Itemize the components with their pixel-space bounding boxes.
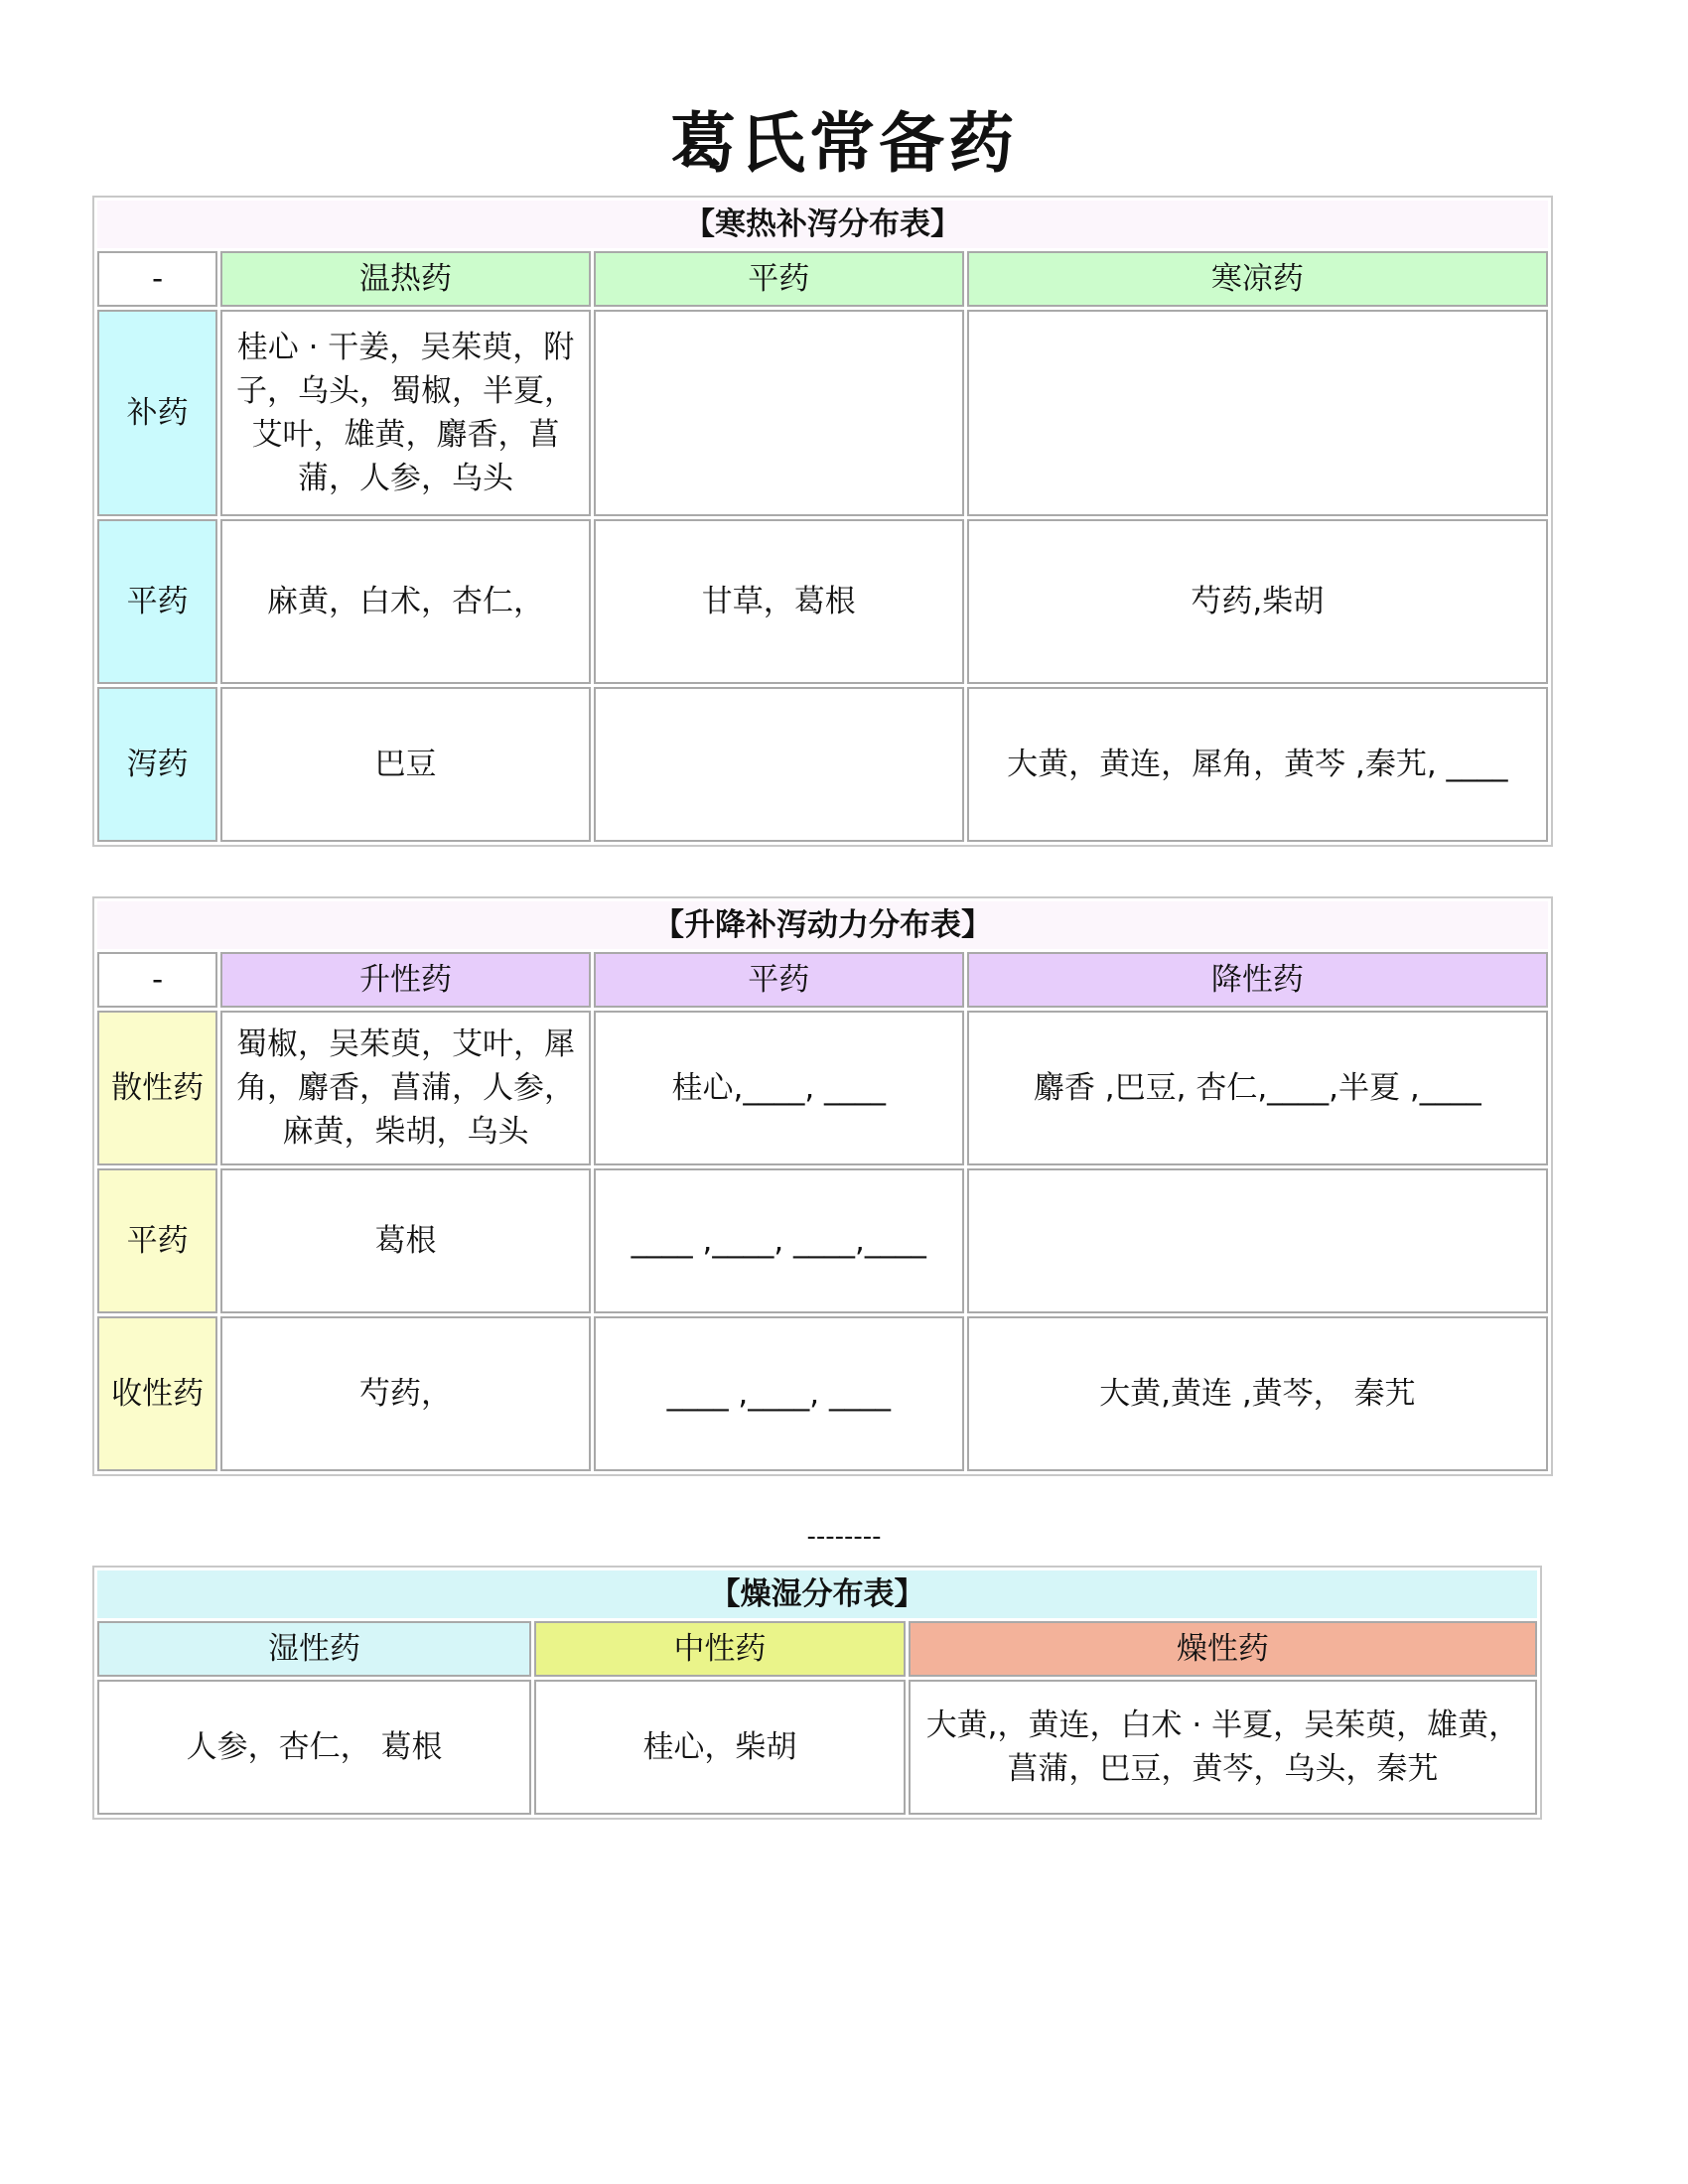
- row-header: 泻药: [97, 687, 217, 842]
- table-cell: 芍药，: [220, 1316, 591, 1471]
- column-header: 升性药: [220, 952, 591, 1008]
- table-caption: 【燥湿分布表】: [97, 1570, 1537, 1618]
- page-title: 葛氏常备药: [670, 105, 1018, 182]
- table-cell: 葛根: [220, 1168, 591, 1313]
- table-cell: 桂心 · 干姜，吴茱萸，附子，乌头，蜀椒，半夏，艾叶，雄黄，麝香，菖蒲，人参，乌头: [220, 310, 591, 516]
- column-header: 中性药: [534, 1621, 906, 1677]
- table-cell: 麻黄，白术，杏仁，: [220, 519, 591, 684]
- table-cell: ____ ,____, ____,____: [594, 1168, 964, 1313]
- rise-fall-table: [92, 896, 1553, 1476]
- corner-cell: -: [97, 251, 217, 307]
- cold-heat-table: [92, 196, 1553, 847]
- table-cell: 桂心，柴胡: [534, 1680, 906, 1815]
- corner-cell: -: [97, 952, 217, 1008]
- table-caption: 【升降补泻动力分布表】: [97, 901, 1548, 949]
- table-cell: 人参，杏仁， 葛根: [97, 1680, 531, 1815]
- row-header: 散性药: [97, 1011, 217, 1165]
- table-cell: [594, 687, 964, 842]
- separator: --------: [806, 1522, 882, 1552]
- table-cell: 大黄,，黄连，白术 · 半夏，吴茱萸，雄黄，菖蒲，巴豆，黄芩，乌头，秦艽: [909, 1680, 1537, 1815]
- column-header: 寒凉药: [967, 251, 1548, 307]
- table-cell: 麝香 ,巴豆, 杏仁,____,半夏 ,____: [967, 1011, 1548, 1165]
- row-header: 补药: [97, 310, 217, 516]
- column-header: 平药: [594, 952, 964, 1008]
- table-cell: 甘草，葛根: [594, 519, 964, 684]
- table-cell: 蜀椒，吴茱萸，艾叶，犀角，麝香，菖蒲，人参，麻黄，柴胡，乌头: [220, 1011, 591, 1165]
- column-header: 湿性药: [97, 1621, 531, 1677]
- table-cell: [967, 310, 1548, 516]
- table-cell: 芍药,柴胡: [967, 519, 1548, 684]
- column-header: 平药: [594, 251, 964, 307]
- row-header: 平药: [97, 519, 217, 684]
- table-cell: ____ ,____, ____: [594, 1316, 964, 1471]
- row-header: 平药: [97, 1168, 217, 1313]
- table-cell: [594, 310, 964, 516]
- table-cell: 大黄,黄连 ,黄芩， 秦艽: [967, 1316, 1548, 1471]
- dry-wet-table: [92, 1566, 1542, 1820]
- column-header: 燥性药: [909, 1621, 1537, 1677]
- row-header: 收性药: [97, 1316, 217, 1471]
- table-cell: 桂心,____, ____: [594, 1011, 964, 1165]
- column-header: 降性药: [967, 952, 1548, 1008]
- table-cell: [967, 1168, 1548, 1313]
- table-cell: 巴豆: [220, 687, 591, 842]
- table-caption: 【寒热补泻分布表】: [97, 201, 1548, 248]
- column-header: 温热药: [220, 251, 591, 307]
- table-cell: 大黄，黄连，犀角，黄芩 ,秦艽, ____: [967, 687, 1548, 842]
